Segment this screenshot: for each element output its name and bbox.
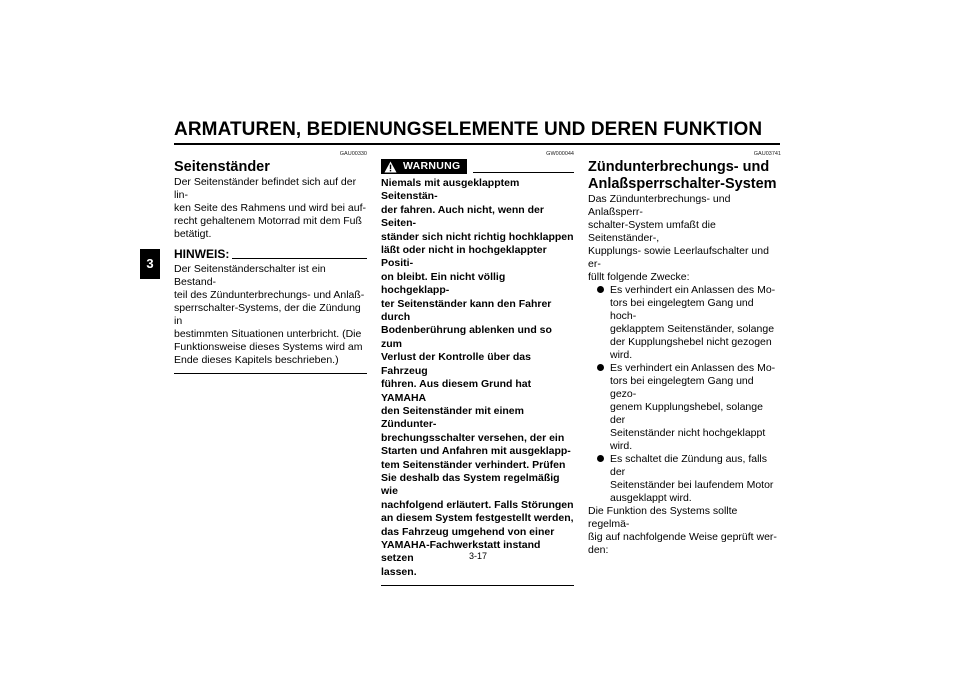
- purpose-list: [588, 284, 781, 505]
- intro-body: [588, 193, 781, 284]
- warning-end-rule: [381, 585, 574, 586]
- note-label: HINWEIS:: [174, 247, 230, 261]
- heading-line: Zündunterbrechungs- und: [588, 159, 770, 175]
- column-side-stand: [174, 150, 367, 374]
- warning-line: Verlust der Kontrolle über das Fahrzeug: [381, 351, 531, 377]
- warning-line: läßt oder nicht in hochgeklappter Positi-: [381, 244, 547, 270]
- warning-rule: [473, 172, 574, 173]
- warning-label: WARNUNG: [403, 160, 461, 172]
- item-line: wird.: [610, 440, 633, 452]
- item-line: geklapptem Seitenständer, solange: [610, 323, 775, 335]
- section-code: GAU00330: [339, 151, 367, 157]
- outro-line: Die Funktion des Systems sollte regelmä-: [588, 505, 738, 530]
- page-number: 3-17: [468, 551, 487, 561]
- intro-line: Das Zündunterbrechungs- und Anlaßsperr-: [588, 193, 731, 218]
- warning-line: an diesem System festgestellt werden,: [381, 512, 574, 525]
- list-item: [588, 362, 781, 453]
- bullet-icon: [597, 286, 604, 293]
- warning-line: YAMAHA-Fachwerkstatt instand setzen: [381, 538, 541, 565]
- section-body: [174, 176, 367, 241]
- warning-line: den Seitenständer mit einem Zündunter-: [381, 404, 524, 431]
- warning-line: führen. Aus diesem Grund hat YAMAHA: [381, 378, 532, 404]
- item-line: wird.: [610, 349, 633, 361]
- body-line: betätigt.: [174, 228, 212, 240]
- heading-line: Anlaßsperrschalter-System: [588, 176, 777, 192]
- warning-line: das Fahrzeug umgehend von einer: [381, 525, 555, 538]
- item-line: tors bei eingelegtem Gang und gezo-: [610, 375, 754, 400]
- item-line: Seitenständer nicht hochgeklappt: [610, 427, 766, 439]
- warning-line: ständer sich nicht richtig hochklappen: [381, 230, 574, 243]
- note-rule: [232, 258, 367, 259]
- list-item: [588, 284, 781, 362]
- note-end-rule: [174, 373, 367, 374]
- bullet-icon: [597, 455, 604, 462]
- outro-line: ßig auf nachfolgende Weise geprüft wer-: [588, 531, 777, 543]
- note-line: sperrschalter-Systems, der die Zündung in: [174, 302, 361, 327]
- body-line: Der Seitenständer befindet sich auf der lin-: [174, 176, 357, 201]
- warning-line: der fahren. Auch nicht, wenn der Seiten-: [381, 203, 544, 230]
- warning-line: brechungsschalter versehen, der ein: [381, 431, 565, 444]
- chapter-tab: 3: [140, 249, 160, 279]
- item-line: ausgeklappt wird.: [610, 492, 692, 504]
- bullet-icon: [597, 364, 604, 371]
- warning-line: lassen.: [381, 565, 417, 578]
- section-heading: [588, 159, 781, 193]
- section-heading: Seitenständer: [174, 159, 270, 175]
- section-code: GAU03741: [753, 151, 781, 157]
- outro-line: den:: [588, 544, 609, 556]
- list-item: [588, 453, 781, 505]
- page-title: ARMATUREN, BEDIENUNGSELEMENTE UND DEREN FUNKTION: [174, 119, 763, 140]
- warning-code: GW000044: [546, 151, 574, 157]
- title-rule: [174, 143, 780, 145]
- body-line: recht gehaltenem Motorrad mit dem Fuß: [174, 215, 362, 227]
- warning-triangle-icon: [384, 161, 397, 173]
- note-line: Ende dieses Kapitels beschrieben.): [174, 354, 339, 366]
- body-line: ken Seite des Rahmens und wird bei auf-: [174, 202, 367, 214]
- warning-line: ter Seitenständer kann den Fahrer durch: [381, 297, 552, 324]
- warning-header: [381, 159, 574, 174]
- intro-line: schalter-System umfaßt die Seitenständer-,: [588, 219, 716, 244]
- item-line: Es schaltet die Zündung aus, falls der: [610, 453, 768, 478]
- note-body: [174, 263, 367, 367]
- note-line: Funktionsweise dieses Systems wird am: [174, 341, 363, 353]
- column-ignition-system: [588, 150, 781, 557]
- item-line: Seitenständer bei laufendem Motor: [610, 479, 774, 491]
- note-header: [174, 248, 367, 261]
- intro-line: Kupplungs- sowie Leerlaufschalter und er-: [588, 245, 769, 270]
- item-line: Es verhindert ein Anlassen des Mo-: [610, 362, 776, 374]
- warning-line: on bleibt. Ein nicht völlig hochgeklapp-: [381, 270, 506, 297]
- warning-body: [381, 177, 574, 579]
- warning-line: tem Seitenständer verhindert. Prüfen: [381, 458, 566, 471]
- item-line: genem Kupplungshebel, solange der: [610, 401, 763, 426]
- warning-line: Bodenberührung ablenken und so zum: [381, 324, 552, 350]
- item-line: Es verhindert ein Anlassen des Mo-: [610, 284, 776, 296]
- item-line: der Kupplungshebel nicht gezogen: [610, 336, 772, 348]
- note-line: teil des Zündunterbrechungs- und Anlaß-: [174, 289, 365, 301]
- warning-line: nachfolgend erläutert. Falls Störungen: [381, 498, 574, 511]
- item-line: tors bei eingelegtem Gang und hoch-: [610, 297, 754, 322]
- note-line: Der Seitenständerschalter ist ein Bestand-: [174, 263, 326, 288]
- outro-body: [588, 505, 781, 557]
- warning-line: Starten und Anfahren mit ausgeklapp-: [381, 445, 571, 458]
- warning-badge: [381, 159, 467, 174]
- warning-line: Sie deshalb das System regelmäßig wie: [381, 471, 560, 498]
- warning-line: Niemals mit ausgeklapptem Seitenstän-: [381, 177, 520, 203]
- intro-line: füllt folgende Zwecke:: [588, 271, 690, 283]
- column-warning: [381, 150, 574, 586]
- note-line: bestimmten Situationen unterbricht. (Die: [174, 328, 362, 340]
